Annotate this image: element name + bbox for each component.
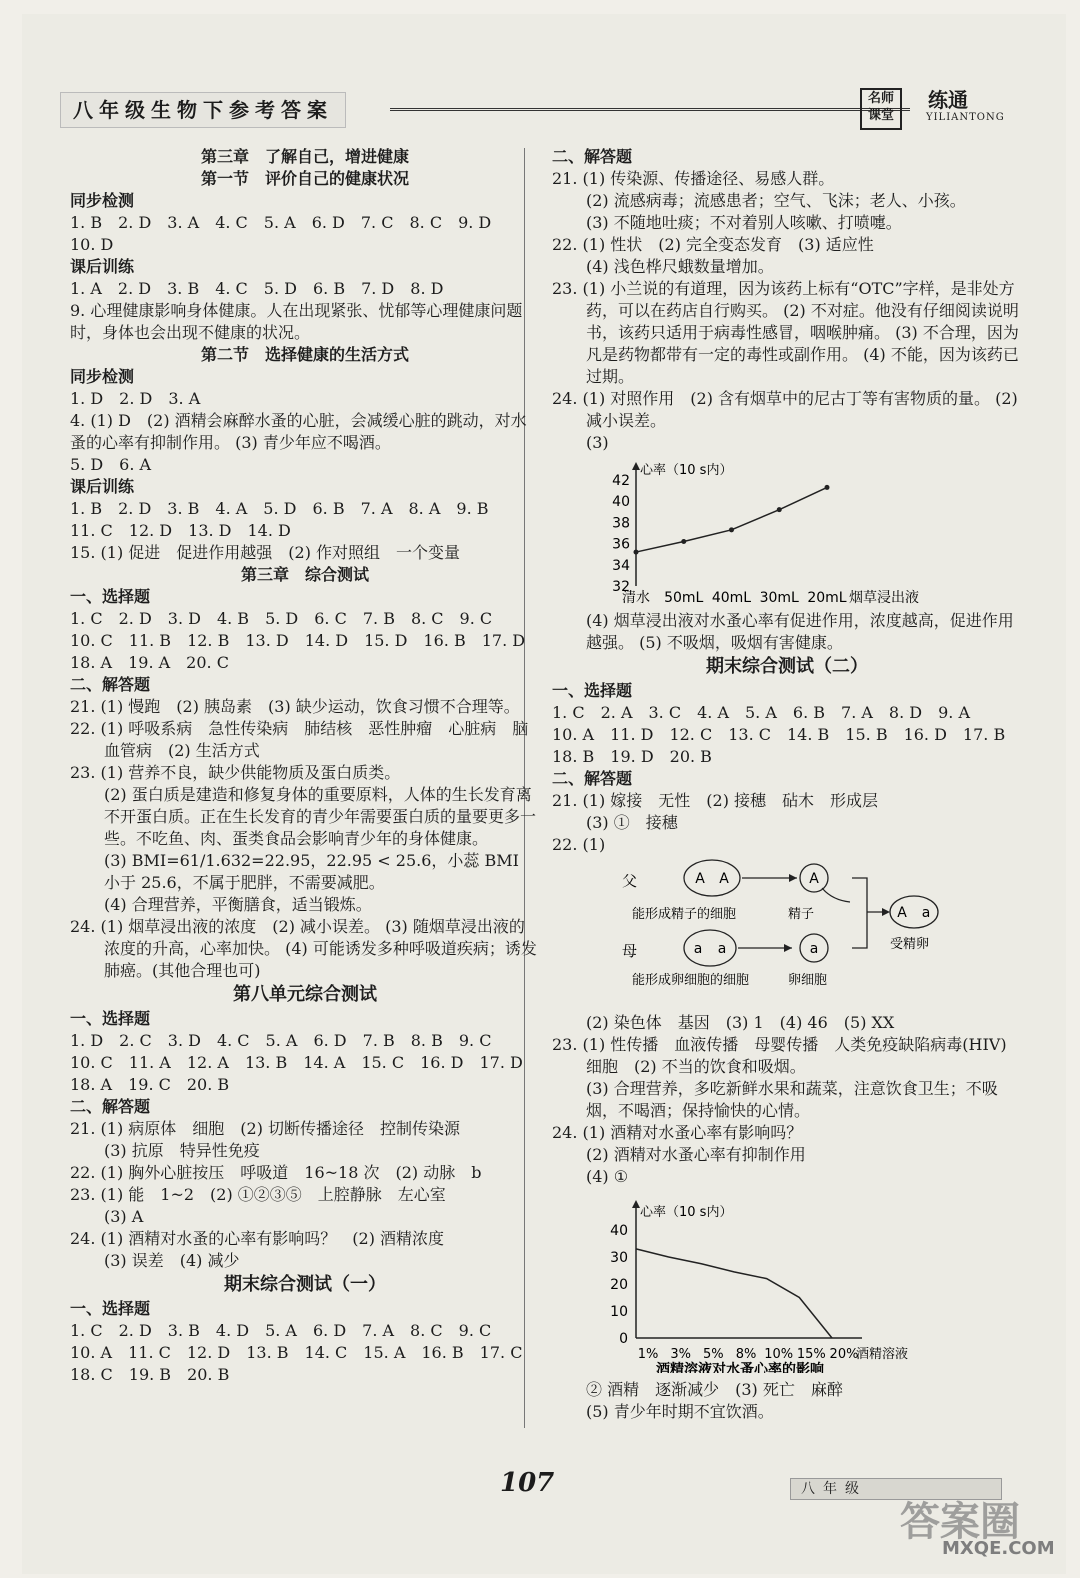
answer-subline: (3) [586, 433, 609, 452]
answer-item: 23. (1) 性传播 血液传播 母婴传播 人类免疫缺陷病毒(HIV) 细胞 (2) 不当的饮食和吸烟。 [552, 1035, 1023, 1076]
answer-subline: (2) 流感病毒；流感患者；空气、飞沫；老人、小孩。 [586, 191, 966, 210]
answer-item: 23. (1) 能 1~2 (2) ①②③⑤ 上腔静脉 左心室 [70, 1185, 446, 1204]
test-heading: 期末综合测试（一） [224, 1274, 386, 1295]
x-tick-label: 清水 [622, 590, 650, 604]
answer-line: 1. D 2. D 3. A [70, 389, 201, 408]
subsection-label: 同步检测 [70, 367, 135, 386]
mother-cell-caption: 能形成卵细胞的细胞 [632, 973, 750, 988]
footer-grade-bar: 八年级 [790, 1478, 1002, 1500]
x-tick-label: 20mL [807, 590, 847, 604]
mother-label: 母 [622, 942, 638, 960]
allele-label: A [719, 871, 729, 887]
subsection-label: 一、选择题 [552, 681, 633, 700]
header-title: 八年级生物下参考答案 [60, 92, 346, 128]
answer-line: 1. C 2. A 3. C 4. A 5. A 6. B 7. A 8. D 9. A [552, 703, 971, 722]
x-tick-label: 50mL [664, 590, 704, 604]
sperm-caption: 精子 [788, 907, 815, 922]
x-tick-label: 40mL [711, 590, 752, 604]
chart-alcohol-heart-rate [552, 1188, 1022, 1379]
genetics-diagram [552, 856, 1022, 1012]
answer-subline: (3) BMI=61/1.632=22.95，22.95 < 25.6，小蕊 BMI 小于 25.6，不属于肥胖，不需要减肥。 [104, 851, 525, 892]
series-line [636, 1249, 832, 1338]
data-point [634, 550, 639, 555]
zygote-caption: 受精卵 [890, 937, 930, 952]
answer-line: 1. D 2. C 3. D 4. C 5. A 6. D 7. B 8. B 9. C [70, 1031, 492, 1050]
data-point [681, 539, 686, 544]
left-column [70, 146, 540, 1386]
right-end-block [552, 1379, 1022, 1423]
answer-item: 21. (1) 病原体 细胞 (2) 切断传播途径 控制传染源 [70, 1119, 461, 1138]
answer-line: 1. A 2. D 3. B 4. C 5. D 6. B 7. D 8. D [70, 279, 444, 298]
answer-line: 10. D [70, 235, 114, 254]
answer-subline: (3) 误差 (4) 减少 [104, 1251, 240, 1270]
mother-cell [684, 930, 736, 966]
answer-item: 22. (1) 呼吸系病 急性传染病 肺结核 恶性肿瘤 心脏病 脑血管病 (2) 生活方式 [70, 719, 529, 760]
merge-arrow-head [882, 908, 890, 916]
y-tick-label: 42 [612, 473, 630, 489]
section-heading: 第一节 评价自己的健康状况 [200, 169, 409, 188]
y-axis-arrow [632, 1200, 640, 1208]
watermark-sub: MXQE.COM [942, 1538, 1055, 1559]
answer-line: 18. B 19. D 20. B [552, 747, 712, 766]
section-heading: 第三章 综合测试 [240, 565, 369, 584]
chart2-svg [552, 1188, 972, 1373]
sperm-tail [822, 888, 850, 902]
x-tick-label: 5% [703, 1347, 724, 1362]
answer-subline: (4) 浅色桦尺蛾数量增加。 [586, 257, 774, 276]
egg-caption: 卵细胞 [788, 973, 828, 988]
answer-subline: (3) 抗原 特异性免疫 [104, 1141, 260, 1160]
answer-item: 23. (1) 营养不良，缺少供能物质及蛋白质类。 [70, 763, 401, 782]
answer-item: 22. (1) 性状 (2) 完全变态发育 (3) 适应性 [552, 235, 874, 254]
answer-subline: (5) 青少年时期不宜饮酒。 [586, 1402, 774, 1421]
answer-subline: (2) 酒精对水蚤心率有抑制作用 [586, 1145, 806, 1164]
answer-line: 15. (1) 促进 促进作用越强 (2) 作对照组 一个变量 [70, 543, 461, 562]
data-point [825, 485, 830, 490]
answer-item: 21. (1) 传染源、传播途径、易感人群。 [552, 169, 835, 188]
test-heading: 期末综合测试（二） [706, 656, 868, 677]
logo-text: 练通 [928, 88, 968, 112]
y-axis-arrow [632, 462, 640, 470]
data-point [777, 507, 782, 512]
subsection-label: 二、解答题 [552, 769, 633, 788]
answer-item: 23. (1) 小兰说的有道理，因为该药上标有“OTC”字样，是非处方药，可以在药店自行购买。 (2) 不对症。他没有仔细阅读说明书，该药只适用于病毒性感冒，咽喉肿痛。 (3) 不合理，因为凡是药物都带有一定的毒性或副作用。 (4) 不能，因为该药已过期。 [552, 279, 1019, 386]
answer-line: 10. C 11. A 12. A 13. B 14. A 15. C 16. D 17. D [70, 1053, 523, 1072]
y-tick-label: 40 [610, 1223, 628, 1239]
answer-line: 10. C 11. B 12. B 13. D 14. D 15. D 16. B 17. D [70, 631, 526, 650]
x-tick-label: 3% [670, 1347, 691, 1362]
subsection-label: 课后训练 [70, 477, 135, 496]
y-tick-label: 34 [612, 557, 630, 574]
publisher-logo [860, 84, 1010, 130]
x-tick-label: 1% [637, 1347, 659, 1362]
allele-label: a [921, 905, 931, 921]
allele-label: a [717, 941, 727, 957]
section-heading: 第二节 选择健康的生活方式 [200, 345, 409, 364]
logo-box: 名师课堂 [860, 88, 902, 130]
page-number: 107 [500, 1468, 555, 1498]
x-axis-suffix: 酒精溶液 [856, 1347, 909, 1362]
answer-line: 10. A 11. C 12. D 13. B 14. C 15. A 16. B 17. C [70, 1343, 523, 1362]
subsection-label: 同步检测 [70, 191, 135, 210]
answer-item: 24. (1) 酒精对水蚤心率有影响吗？ [552, 1123, 803, 1142]
y-axis-label: 心率（10 s内） [640, 1205, 733, 1220]
section-heading: 第三章 了解自己，增进健康 [200, 147, 409, 166]
chart-tobacco-heart-rate [552, 454, 1022, 610]
answer-line: 1. C 2. D 3. B 4. D 5. A 6. D 7. A 8. C 9. C [70, 1321, 492, 1340]
y-tick-label: 10 [610, 1304, 628, 1320]
right-bottom-block [552, 1012, 1022, 1188]
answer-item: 21. (1) 嫁接 无性 (2) 接穗 砧木 形成层 [552, 791, 879, 810]
allele-label: A [695, 871, 705, 887]
answer-item: 21. (1) 慢跑 (2) 胰岛素 (3) 缺少运动，饮食习惯不合理等。 [70, 697, 520, 716]
father-label: 父 [622, 872, 638, 890]
x-tick-label: 10% [764, 1347, 794, 1362]
answer-line: 11. C 12. D 13. D 14. D [70, 521, 291, 540]
answer-subline: (2) 蛋白质是建造和修复身体的重要原料，人体的生长发育离不开蛋白质。正在生长发育的青少年需要蛋白质的量要更多一些。不吃鱼、肉、蛋类食品会影响青少年的身体健康。 [104, 785, 537, 848]
subsection-label: 一、选择题 [70, 587, 151, 606]
header-rule [390, 108, 910, 111]
allele-label: A [809, 871, 819, 887]
right-column [552, 146, 1022, 1423]
answer-subline: (2) 染色体 基因 (3) 1 (4) 46 (5) XX [586, 1013, 895, 1032]
answer-line: 18. A 19. A 20. C [70, 653, 229, 672]
x-tick-label: 20% [829, 1347, 859, 1362]
answer-subline: (3) 不随地吐痰；不对着别人咳嗽、打喷嚏。 [586, 213, 902, 232]
right-top-block [552, 146, 1022, 454]
page-header [60, 88, 1010, 132]
x-tick-label: 15% [796, 1347, 826, 1362]
answer-line: 10. A 11. D 12. C 13. C 14. B 15. B 16. D 17. B [552, 725, 1006, 744]
y-tick-label: 20 [610, 1277, 628, 1293]
answer-subline: ② 酒精 逐渐减少 (3) 死亡 麻醉 [586, 1380, 843, 1399]
series-line [636, 487, 827, 552]
allele-label: a [693, 941, 703, 957]
subsection-label: 一、选择题 [70, 1299, 151, 1318]
answer-line: 9. 心理健康影响身体健康。人在出现紧张、忧郁等心理健康问题时，身体也会出现不健康的状况。 [70, 301, 523, 342]
answer-subline: (4) ① [586, 1167, 629, 1186]
answer-item: 24. (1) 酒精对水蚤的心率有影响吗？ (2) 酒精浓度 [70, 1229, 445, 1248]
father-cell-caption: 能形成精子的细胞 [632, 907, 737, 922]
watermark-main: 答案圈 [900, 1499, 1020, 1545]
logo-sub: YILIANTONG [926, 112, 1005, 123]
subsection-label: 一、选择题 [70, 1009, 151, 1028]
answer-line: 1. B 2. D 3. A 4. C 5. A 6. D 7. C 8. C 9. D [70, 213, 492, 232]
subsection-label: 二、解答题 [70, 675, 151, 694]
answer-item: 24. (1) 烟草浸出液的浓度 (2) 减小误差。 (3) 随烟草浸出液的浓度的升高，心率加快。 (4) 可能诱发多种呼吸道疾病；诱发肺癌。(其他合理也可) [70, 917, 537, 980]
allele-label: a [809, 941, 819, 957]
y-tick-label: 40 [612, 494, 630, 511]
y-tick-label: 38 [612, 515, 630, 532]
y-tick-label: 36 [612, 536, 630, 553]
answer-item: 22. (1) [552, 835, 606, 854]
answer-line: 5. D 6. A [70, 455, 152, 474]
chart1-svg [552, 454, 952, 604]
answer-line: 1. C 2. D 3. D 4. B 5. D 6. C 7. B 8. C 9. C [70, 609, 493, 628]
answer-item: 24. (1) 对照作用 (2) 含有烟草中的尼古丁等有害物质的量。 (2) 减小误差。 [552, 389, 1023, 430]
answer-subline: (4) 合理营养，平衡膳食，适当锻炼。 [104, 895, 372, 914]
x-tick-label: 8% [735, 1347, 757, 1362]
y-tick-label: 30 [610, 1250, 628, 1266]
x-tick-label: 30mL [759, 590, 799, 604]
answer-line: 1. B 2. D 3. B 4. A 5. D 6. B 7. A 8. A 9. B [70, 499, 489, 518]
allele-label: A [897, 905, 907, 921]
y-axis-label: 心率（10 s内） [640, 463, 733, 478]
y-tick-label: 32 [612, 579, 630, 595]
answer-item: 22. (1) 胸外心脏按压 呼吸道 16~18 次 (2) 动脉 b [70, 1163, 482, 1182]
chart-caption: 酒精溶液对水蚤心率的影响 [656, 1362, 824, 1373]
merge-bracket [852, 878, 882, 948]
x-axis-suffix: 烟草浸出液 [849, 590, 919, 604]
father-cell [684, 860, 740, 896]
arrow-head [789, 874, 797, 882]
answer-subline: (3) A [104, 1207, 144, 1226]
answer-line: 18. C 19. B 20. B [70, 1365, 230, 1384]
answer-line: 4. (1) D (2) 酒精会麻醉水蚤的心脏，会减缓心脏的跳动，对水蚤的心率有抑制作用。 (3) 青少年应不喝酒。 [70, 411, 527, 452]
answer-line: 18. A 19. C 20. B [70, 1075, 230, 1094]
subsection-label: 二、解答题 [70, 1097, 151, 1116]
right-mid-block [552, 610, 1022, 856]
test-heading: 第八单元综合测试 [233, 984, 377, 1005]
subsection-label: 课后训练 [70, 257, 135, 276]
answer-subline: (3) ① 接穗 [586, 813, 678, 832]
subsection-label: 二、解答题 [552, 147, 633, 166]
arrow-head [784, 944, 792, 952]
answer-subline: (4) 烟草浸出液对水蚤心率有促进作用，浓度越高，促进作用越强。 (5) 不吸烟，吸烟有害健康。 [586, 611, 1014, 652]
answer-subline: (3) 合理营养，多吃新鲜水果和蔬菜，注意饮食卫生；不吸烟，不喝酒；保持愉快的心情。 [586, 1079, 998, 1120]
diagram-svg [552, 856, 992, 1006]
y-tick-label: 0 [619, 1331, 628, 1347]
data-point [729, 527, 734, 532]
